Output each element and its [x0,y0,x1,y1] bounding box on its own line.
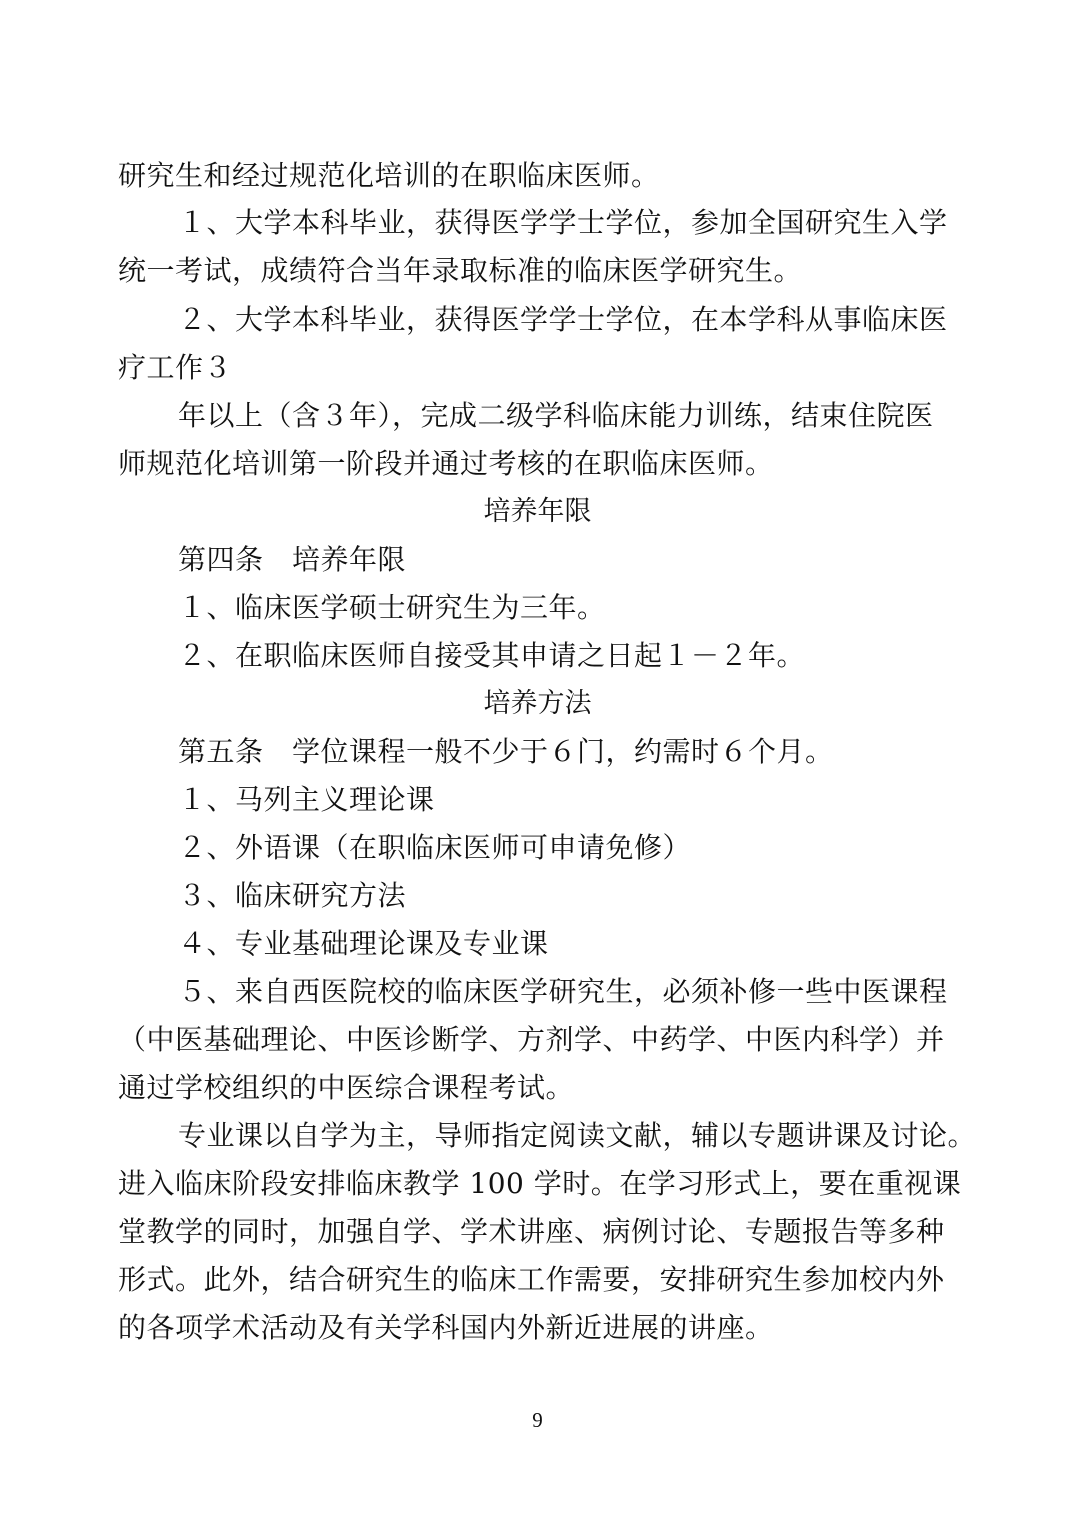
list-item-5: ５、来自西医院校的临床医学研究生，必须补修一些中医课程 [178,975,948,1008]
list-item-3: ３、临床研究方法 [178,879,407,912]
body-text-line: 进入临床阶段安排临床教学 100 学时。在学习形式上，要在重视课 [118,1167,962,1200]
list-item-2: ２、外语课（在职临床医师可申请免修） [178,831,692,864]
section-heading-training-methods: 培养方法 [483,688,592,719]
body-text-line: 师规范化培训第一阶段并通过考核的在职临床医师。 [118,447,774,480]
body-text-line: 形式。此外，结合研究生的临床工作需要，安排研究生参加校内外 [118,1263,945,1296]
body-text-line: 通过学校组织的中医综合课程考试。 [118,1071,575,1104]
body-text-line: （中医基础理论、中医诊断学、方剂学、中药学、中医内科学）并 [118,1023,945,1056]
list-item-1: １、马列主义理论课 [178,783,435,816]
list-item-4: ４、专业基础理论课及专业课 [178,927,549,960]
list-item-2: ２、在职临床医师自接受其申请之日起１－２年。 [178,639,806,672]
list-item-1: １、大学本科毕业，获得医学学士学位，参加全国研究生入学 [178,206,948,239]
body-text-line: 堂教学的同时，加强自学、学术讲座、病例讨论、专题报告等多种 [118,1215,945,1248]
body-text-line: 的各项学术活动及有关学科国内外新近进展的讲座。 [118,1311,774,1344]
paragraph-professional-courses: 专业课以自学为主，导师指定阅读文献，辅以专题讲课及讨论。 [178,1119,977,1152]
article-five-title: 第五条 学位课程一般不少于６门，约需时６个月。 [178,735,834,768]
page-number: 9 [532,1408,543,1432]
list-item-2: ２、大学本科毕业，获得医学学士学位，在本学科从事临床医 [178,303,948,336]
article-four-title: 第四条 培养年限 [178,543,407,576]
body-text-line: 统一考试，成绩符合当年录取标准的临床医学研究生。 [118,254,803,287]
body-text-line: 年以上（含３年），完成二级学科临床能力训练，结束住院医 [178,399,934,432]
body-text-line: 研究生和经过规范化培训的在职临床医师。 [118,159,660,192]
section-heading-training-years: 培养年限 [483,496,592,527]
list-item-1: １、临床医学硕士研究生为三年。 [178,591,606,624]
body-text-line: 疗工作３ [118,351,233,384]
